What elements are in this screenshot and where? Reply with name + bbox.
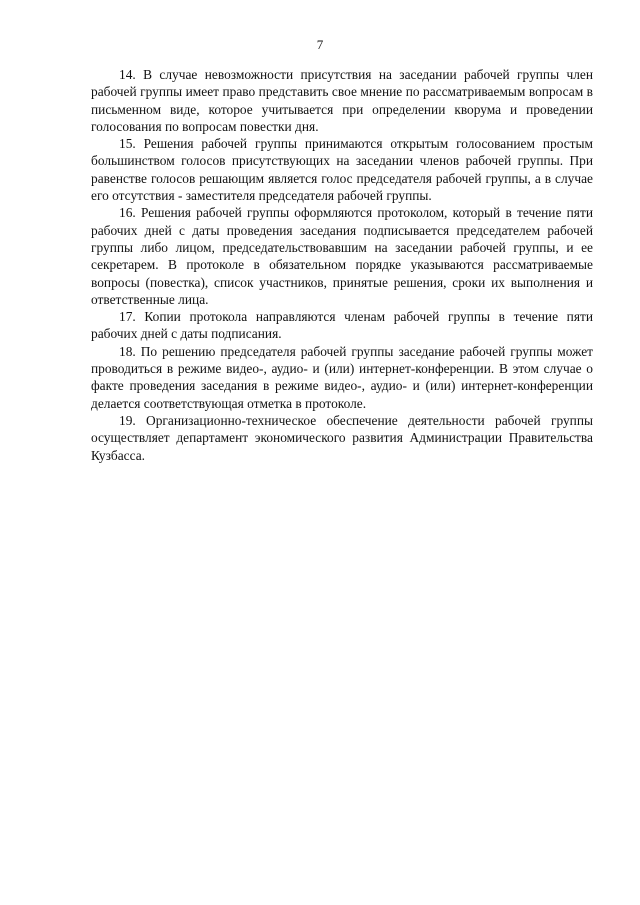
paragraph-16: 16. Решения рабочей группы оформляются протоколом, который в течение пяти рабочих дней с даты проведения заседания подписывается председателем рабочей группы либо лицом, председательствовавшим на заседании рабочей группы, и ее секретарем. В протоколе в обязательном порядке указываются рассматриваемые вопросы (повестка), список участников, принятые решения, сроки их выполнения и ответственные лица. (91, 205, 593, 307)
document-body (91, 66, 593, 464)
paragraph-18: 18. По решению председателя рабочей группы заседание рабочей группы может проводиться в режиме видео-, аудио- и (или) интернет-конференции. В этом случае о факте проведения заседания в режиме видео-, аудио- и (или) интернет-конференции делается соответствующая отметка в протоколе. (91, 343, 593, 411)
paragraph-14: 14. В случае невозможности присутствия на заседании рабочей группы член рабочей группы имеет право представить свое мнение по рассматриваемым вопросам в письменном виде, которое учитывается при определении кворума и проведении голосования по вопросам повестки дня. (91, 67, 593, 134)
paragraph-17: 17. Копии протокола направляются членам рабочей группы в течение пяти рабочих дней с даты подписания. (91, 309, 593, 342)
paragraph-19: 19. Организационно-техническое обеспечение деятельности рабочей группы осуществляет департамент экономического развития Администрации Правительства Кузбасса. (91, 412, 593, 463)
page-number: 7 (316, 37, 324, 52)
paragraph-15: 15. Решения рабочей группы принимаются открытым голосованием простым большинством голосов присутствующих на заседании членов рабочей группы. При равенстве голосов решающим является голос председателя рабочей группы, а в случае его отсутствия - заместителя председателя рабочей группы. (91, 136, 593, 204)
